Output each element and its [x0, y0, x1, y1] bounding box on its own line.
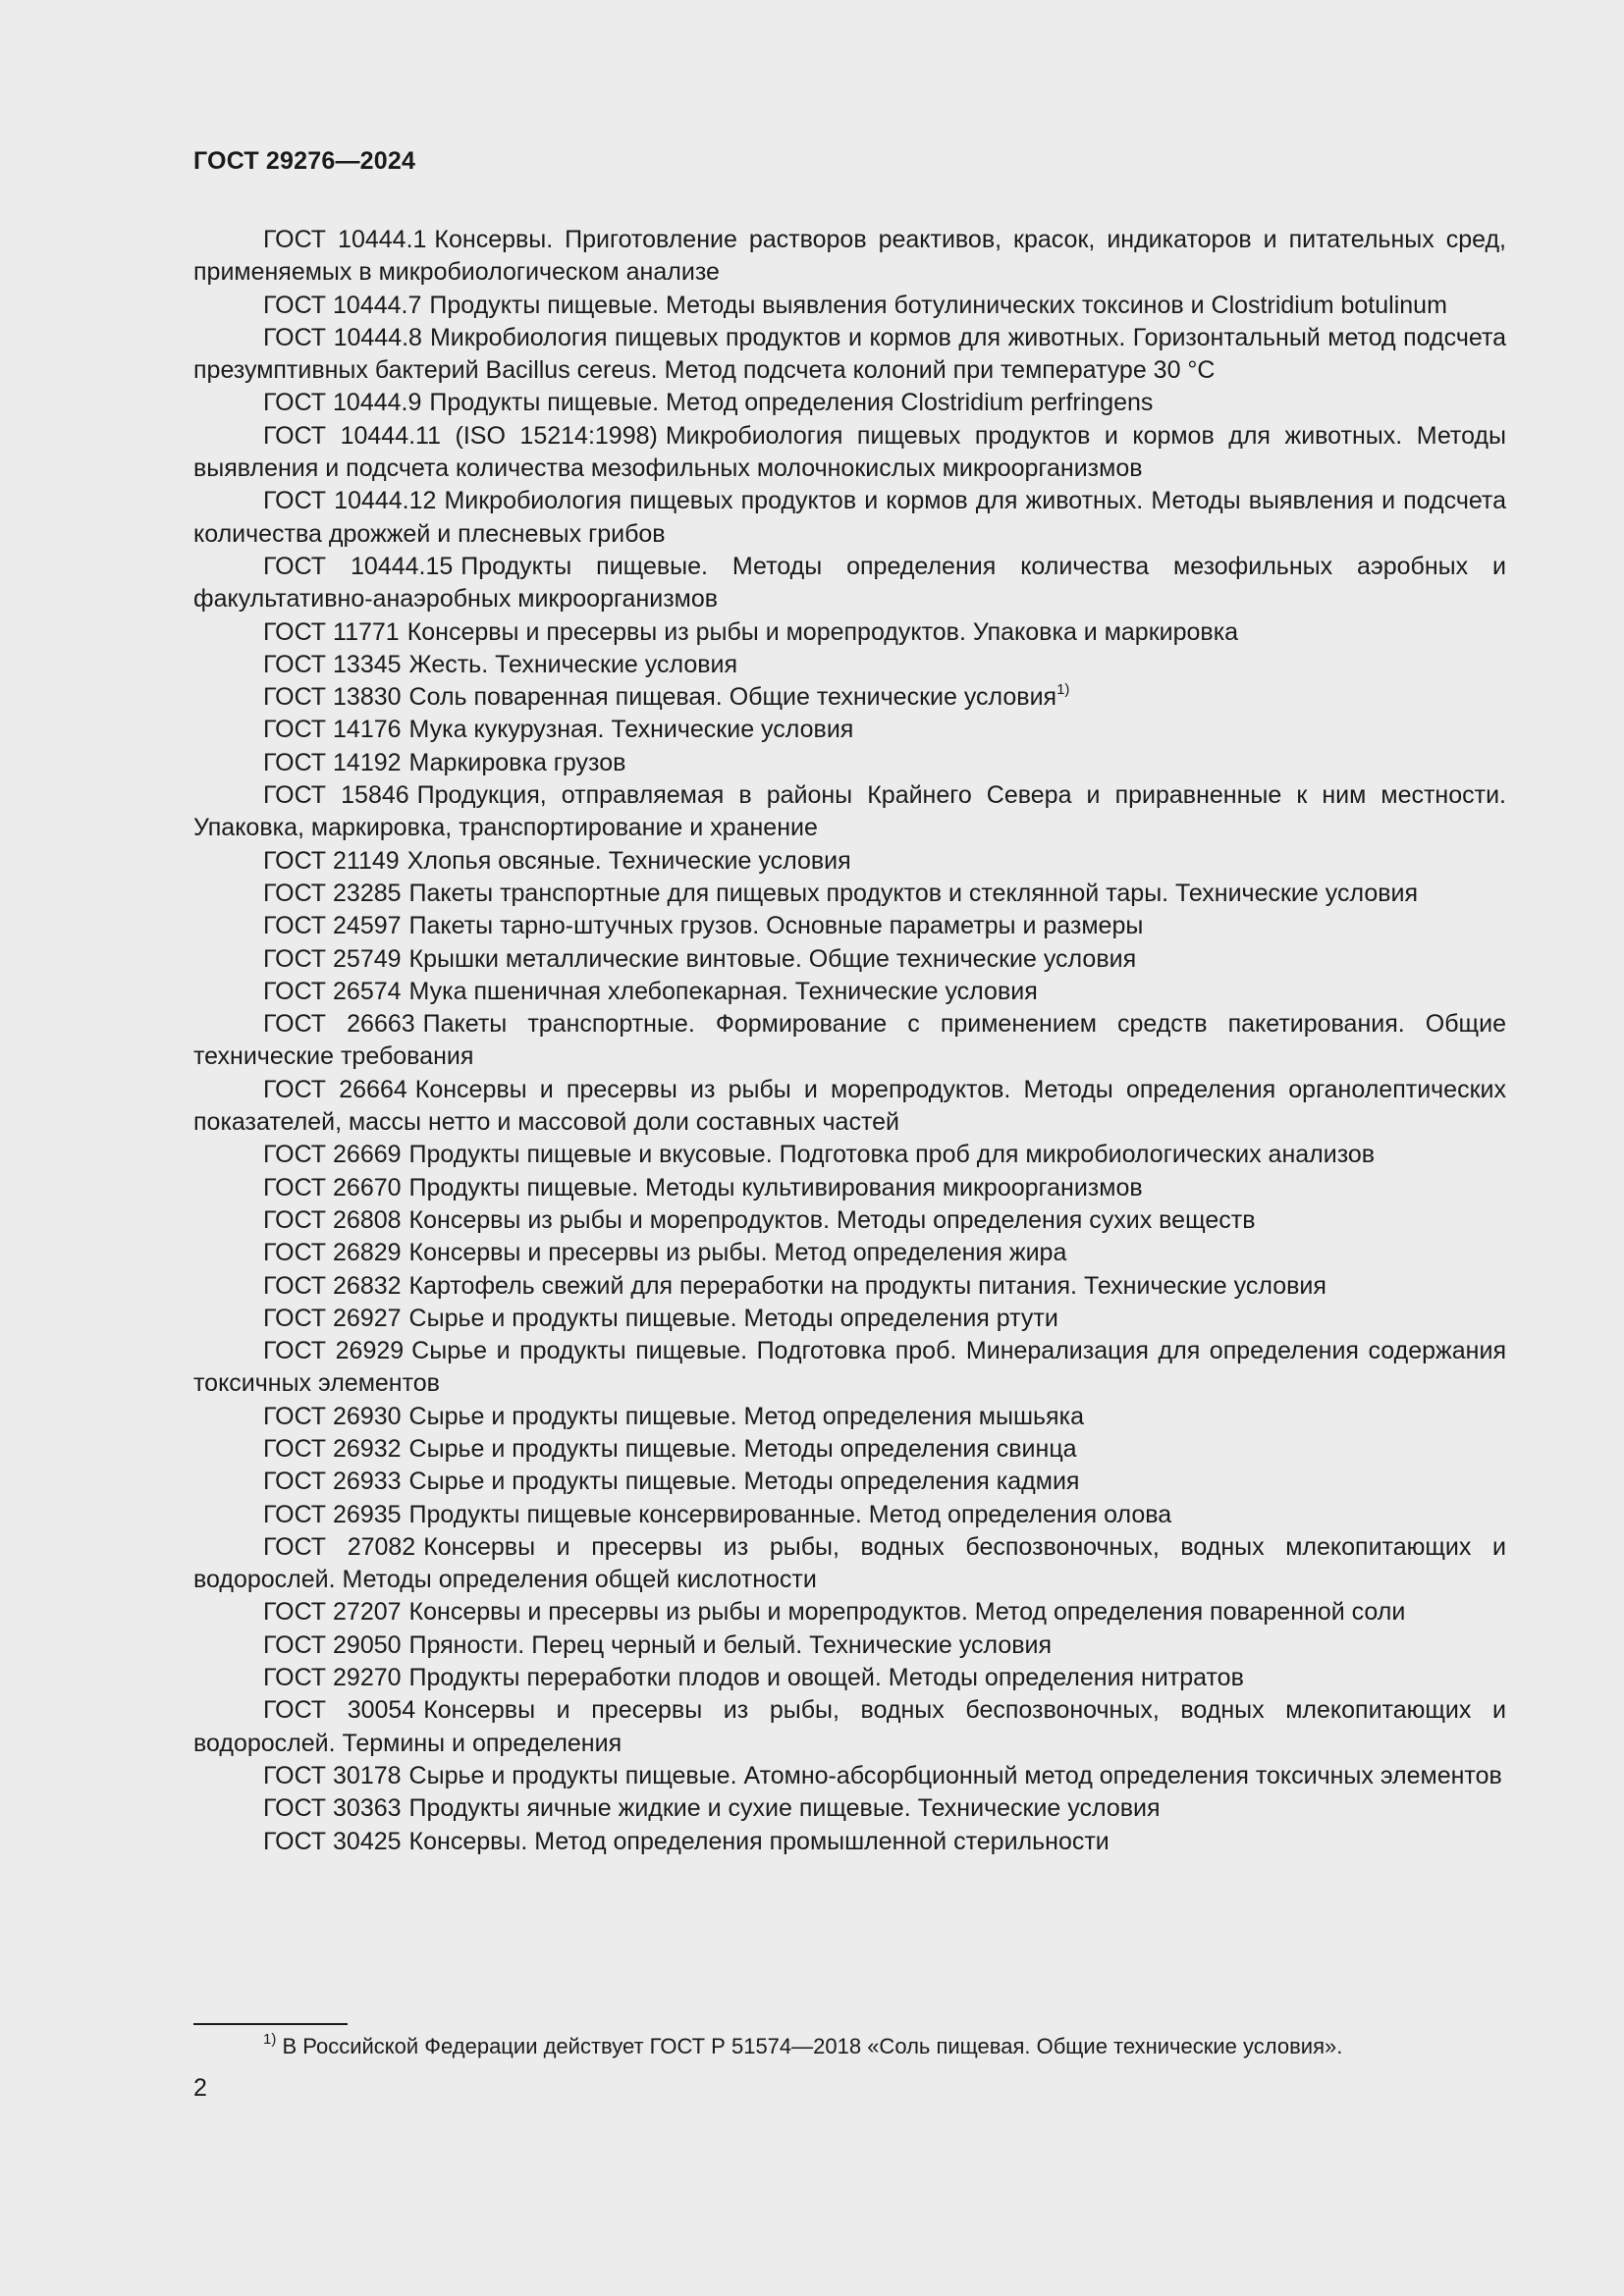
reference-item [193, 551, 1506, 616]
reference-title: Микробиология пищевых продуктов и кормов для животных. Горизонтальный метод подсчета презумптивных бактерий Bacillus cereus. Метод подсчета колоний при температуре 30 °С [193, 323, 1507, 385]
reference-title: Продукты яичные жидкие и сухие пищевые. Технические условия [408, 1794, 1161, 1823]
reference-code: ГОСТ 30054 [263, 1696, 416, 1725]
reference-item [193, 1499, 1506, 1531]
reference-item [193, 1596, 1506, 1629]
reference-code: ГОСТ 26663 [263, 1010, 415, 1039]
reference-title: Пряности. Перец черный и белый. Технические условия [408, 1630, 1053, 1659]
reference-code: ГОСТ 13345 [263, 650, 402, 678]
normative-references-list [193, 224, 1506, 1858]
reference-code: ГОСТ 11771 [263, 617, 400, 646]
reference-item [193, 1139, 1506, 1171]
reference-title: Продукция, отправляемая в районы Крайнего Севера и приравненные к ним местности. Упаковка, маркировка, транспортирование и хранение [193, 781, 1506, 842]
reference-code: ГОСТ 27082 [263, 1532, 416, 1561]
reference-code: ГОСТ 15846 [263, 781, 409, 810]
reference-title: Продукты пищевые и вкусовые. Подготовка проб для микробиологических анализов [408, 1141, 1376, 1169]
reference-item [193, 878, 1506, 910]
reference-title: Микробиология пищевых продуктов и кормов для животных. Методы выявления и подсчета количества дрожжей и плесневых грибов [193, 487, 1507, 548]
reference-code: ГОСТ 26574 [263, 977, 402, 1005]
reference-code: ГОСТ 14176 [263, 716, 402, 744]
reference-item [193, 1008, 1506, 1074]
reference-item [193, 1629, 1506, 1662]
reference-item [193, 681, 1506, 714]
reference-code: ГОСТ 26927 [263, 1304, 402, 1332]
reference-item [193, 1662, 1506, 1694]
reference-item [193, 224, 1506, 290]
reference-item [193, 910, 1506, 942]
reference-code: ГОСТ 26669 [263, 1141, 402, 1169]
reference-title: Консервы и пресервы из рыбы и морепродуктов. Метод определения поваренной соли [408, 1598, 1406, 1627]
reference-code: ГОСТ 25749 [263, 944, 402, 973]
reference-title: Консервы и пресервы из рыбы и морепродуктов. Методы определения органолептических показателей, массы нетто и массовой доли составных частей [193, 1075, 1506, 1137]
reference-item [193, 976, 1506, 1008]
footnote-separator [193, 2023, 348, 2025]
reference-code: ГОСТ 26832 [263, 1271, 402, 1300]
reference-code: ГОСТ 26808 [263, 1205, 402, 1234]
reference-code: ГОСТ 26929 [263, 1337, 405, 1365]
reference-item [193, 747, 1506, 779]
reference-title: Консервы и пресервы из рыбы, водных беспозвоночных, водных млекопитающих и водорослей. Термины и определения [193, 1696, 1506, 1757]
reference-item [193, 1074, 1506, 1140]
reference-item [193, 322, 1506, 388]
reference-code: ГОСТ 23285 [263, 879, 402, 907]
footnote-reference-mark: 1) [1056, 680, 1070, 698]
reference-item [193, 1172, 1506, 1204]
reference-code: ГОСТ 13830 [263, 683, 402, 712]
reference-title: Консервы из рыбы и морепродуктов. Методы определения сухих веществ [408, 1205, 1256, 1234]
reference-title: Сырье и продукты пищевые. Подготовка проб. Минерализация для определения содержания токсичных элементов [193, 1337, 1506, 1398]
reference-title: Жесть. Технические условия [408, 650, 738, 678]
reference-item [193, 1792, 1506, 1825]
reference-code: ГОСТ 26930 [263, 1402, 402, 1430]
reference-title: Сырье и продукты пищевые. Атомно-абсорбционный метод определения токсичных элементов [408, 1761, 1502, 1789]
reference-title: Сырье и продукты пищевые. Методы определения ртути [408, 1304, 1058, 1332]
reference-title: Продукты пищевые. Метод определения Clostridium perfringens [429, 389, 1154, 417]
reference-code: ГОСТ 26664 [263, 1075, 407, 1103]
reference-item [193, 1270, 1506, 1303]
footnote-text: В Российской Федерации действует ГОСТ Р 51574—2018 «Соль пищевая. Общие технические условия». [282, 2034, 1343, 2058]
reference-item [193, 714, 1506, 746]
reference-item [193, 290, 1506, 322]
reference-title: Консервы и пресервы из рыбы. Метод определения жира [408, 1239, 1067, 1267]
reference-item [193, 943, 1506, 976]
reference-title: Мука кукурузная. Технические условия [408, 716, 854, 744]
reference-title: Пакеты транспортные. Формирование с применением средств пакетирования. Общие технические требования [193, 1010, 1506, 1071]
reference-item [193, 649, 1506, 681]
reference-code: ГОСТ 10444.8 [263, 323, 422, 351]
reference-code: ГОСТ 29270 [263, 1664, 402, 1692]
reference-code: ГОСТ 10444.7 [263, 291, 422, 319]
reference-title: Пакеты тарно-штучных грузов. Основные параметры и размеры [408, 912, 1144, 940]
reference-item [193, 1531, 1506, 1597]
reference-item [193, 420, 1506, 486]
page-header: ГОСТ 29276—2024 [193, 147, 416, 175]
reference-item [193, 1760, 1506, 1792]
reference-title: Картофель свежий для переработки на продукты питания. Технические условия [408, 1271, 1326, 1300]
reference-code: ГОСТ 10444.11 (ISO 15214:1998) [263, 421, 658, 450]
reference-code: ГОСТ 30178 [263, 1761, 402, 1789]
reference-title: Маркировка грузов [408, 748, 626, 776]
reference-item [193, 387, 1506, 419]
reference-item [193, 1694, 1506, 1760]
reference-code: ГОСТ 30363 [263, 1794, 402, 1823]
reference-item [193, 1335, 1506, 1401]
reference-title: Продукты пищевые. Методы культивирования микроорганизмов [408, 1173, 1143, 1201]
page-number: 2 [193, 2074, 207, 2102]
reference-code: ГОСТ 26933 [263, 1468, 402, 1496]
reference-item [193, 845, 1506, 878]
reference-code: ГОСТ 10444.12 [263, 487, 437, 515]
reference-title: Продукты пищевые. Методы выявления ботулинических токсинов и Clostridium botulinum [429, 291, 1447, 319]
reference-code: ГОСТ 10444.9 [263, 389, 422, 417]
reference-item [193, 1303, 1506, 1335]
reference-title: Сырье и продукты пищевые. Методы определения свинца [408, 1434, 1077, 1463]
footnote [263, 2032, 1342, 2061]
reference-code: ГОСТ 10444.1 [263, 226, 427, 253]
reference-item [193, 616, 1506, 649]
reference-title: Микробиология пищевых продуктов и кормов для животных. Методы выявления и подсчета количества мезофильных молочнокислых микроорганизмов [193, 421, 1506, 483]
reference-code: ГОСТ 29050 [263, 1630, 402, 1659]
reference-title: Продукты пищевые консервированные. Метод определения олова [408, 1500, 1172, 1528]
reference-item [193, 1237, 1506, 1269]
reference-title: Консервы. Метод определения промышленной стерильности [408, 1827, 1110, 1855]
footnote-mark: 1) [263, 2030, 277, 2048]
reference-title: Соль поваренная пищевая. Общие технические условия [408, 683, 1057, 712]
reference-item [193, 779, 1506, 845]
reference-item [193, 1433, 1506, 1466]
reference-title: Консервы и пресервы из рыбы, водных беспозвоночных, водных млекопитающих и водорослей. Методы определения общей кислотности [193, 1532, 1506, 1594]
reference-item [193, 485, 1506, 551]
reference-code: ГОСТ 26932 [263, 1434, 402, 1463]
reference-title: Крышки металлические винтовые. Общие технические условия [408, 944, 1137, 973]
reference-code: ГОСТ 26935 [263, 1500, 402, 1528]
reference-item [193, 1401, 1506, 1433]
reference-code: ГОСТ 30425 [263, 1827, 402, 1855]
reference-code: ГОСТ 10444.15 [263, 552, 454, 580]
reference-code: ГОСТ 24597 [263, 912, 402, 940]
reference-title: Консервы и пресервы из рыбы и морепродуктов. Упаковка и маркировка [406, 617, 1239, 646]
reference-title: Мука пшеничная хлебопекарная. Технические условия [408, 977, 1038, 1005]
reference-title: Продукты переработки плодов и овощей. Методы определения нитратов [408, 1664, 1244, 1692]
reference-title: Сырье и продукты пищевые. Метод определения мышьяка [408, 1402, 1084, 1430]
reference-code: ГОСТ 26670 [263, 1173, 402, 1201]
reference-item [193, 1826, 1506, 1858]
reference-code: ГОСТ 26829 [263, 1239, 402, 1267]
reference-code: ГОСТ 21149 [263, 846, 400, 875]
reference-title: Продукты пищевые. Методы определения количества мезофильных аэробных и факультативно-анаэробных микроорганизмов [193, 552, 1506, 614]
reference-item [193, 1466, 1506, 1498]
reference-title: Консервы. Приготовление растворов реактивов, красок, индикаторов и питательных сред, применяемых в микробиологическом анализе [193, 226, 1506, 287]
reference-title: Сырье и продукты пищевые. Методы определения кадмия [408, 1468, 1080, 1496]
reference-title: Пакеты транспортные для пищевых продуктов и стеклянной тары. Технические условия [408, 879, 1419, 907]
reference-code: ГОСТ 14192 [263, 748, 402, 776]
reference-code: ГОСТ 27207 [263, 1598, 402, 1627]
reference-item [193, 1204, 1506, 1237]
reference-title: Хлопья овсяные. Технические условия [406, 846, 851, 875]
